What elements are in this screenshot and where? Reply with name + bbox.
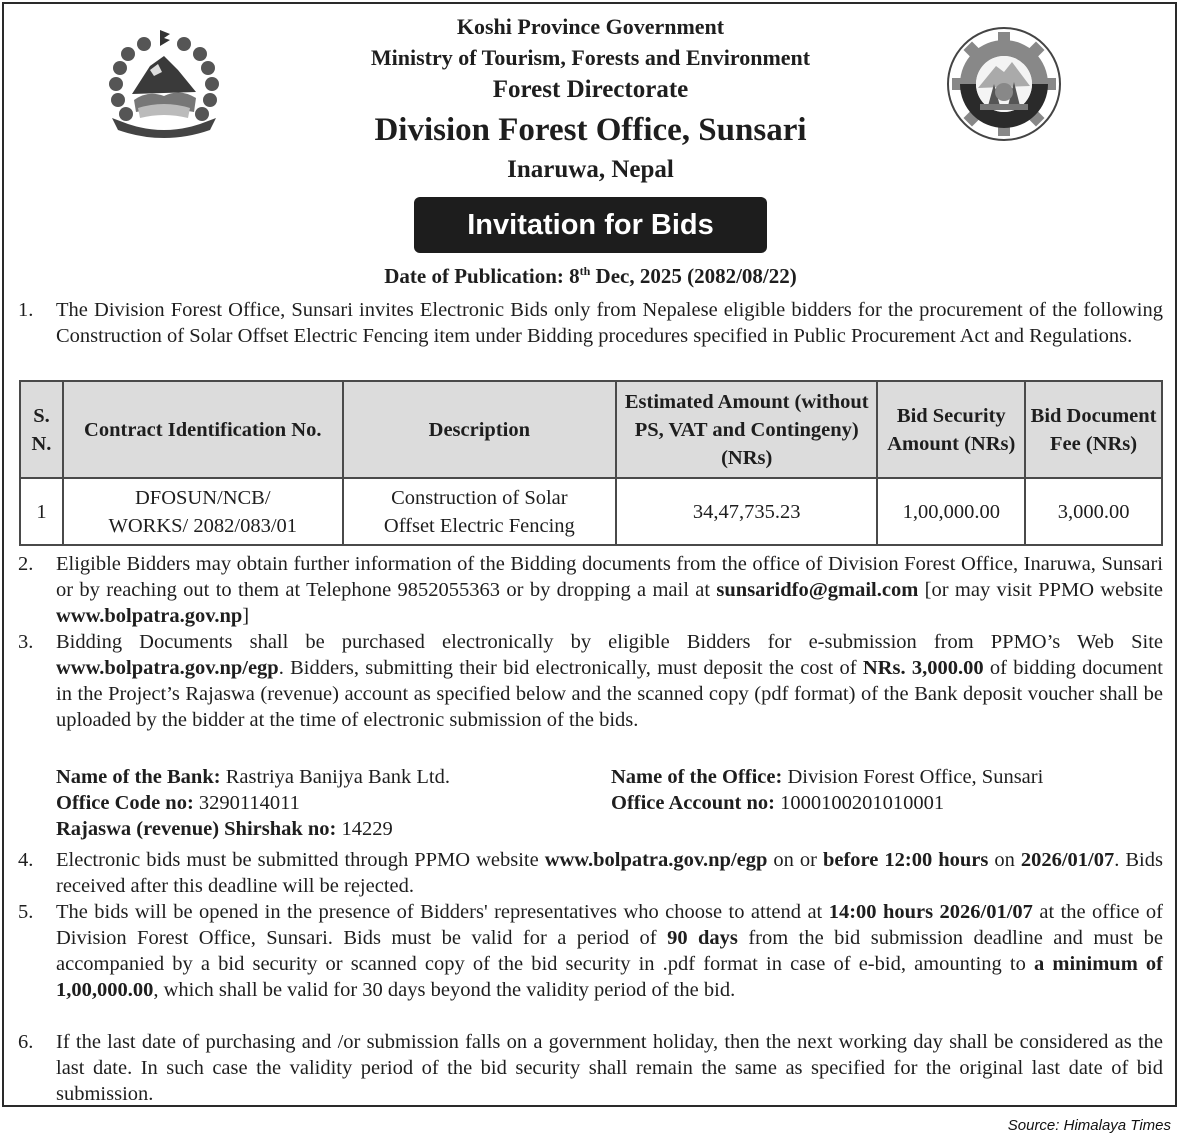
ppmo-website-link[interactable]: www.bolpatra.gov.np: [56, 605, 243, 627]
minimum-security: a minimum of 1,00,000.00: [56, 953, 1163, 1001]
clause-6: 6. If the last date of purchasing and /or submission falls on a government holiday, then the next working day shall be considered as the last date. In such case the validity period of the bid security shall remain the same as specified for the original last date of bid submission.: [18, 1031, 1163, 1105]
deadline-time: before 12:00 hours: [822, 849, 989, 871]
clause-5: 5. The bids will be opened in the presence of Bidders' representatives who choose to attend at 14:00 hours 2026/01/07 at the office of Division Forest Office, Sunsari. Bids must be valid for a period of 90 days from the bid submission deadline and must be accompanied by a bid security or scanned copy of the bid security in .pdf format in case of e-bid, amounting to a minimum of 1,00,000.00, which shall be valid for 30 days beyond the validity period of the bid.: [18, 901, 1163, 1001]
office-code-line: Office Code no: 3290114011: [56, 792, 300, 814]
col-bid-security: Bid Security Amount (NRs): [877, 381, 1025, 478]
contact-email-link[interactable]: sunsaridfo@gmail.com: [716, 579, 919, 601]
bank-name-line: Name of the Bank: Rastriya Banijya Bank Ltd.: [56, 766, 451, 788]
cell-bid-security: 1,00,000.00: [877, 478, 1025, 545]
clause-3: 3. Bidding Documents shall be purchased electronically by eligible Bidders for e-submission from PPMO’s Web Site www.bolpatra.gov.np/egp. Bidders, submitting their bid electronically, must deposit the cost of NRs. 3,000.00 of bidding document in the Project’s Rajaswa (revenue) account as specified below and the scanned copy (pdf format) of the Bank deposit voucher shall be uploaded by the bidder at the time of electronic submission of the bids.: [18, 631, 1164, 731]
bank-details-left: [56, 764, 450, 842]
government-name: Koshi Province Government: [456, 14, 725, 39]
bank-details-right: [611, 764, 1043, 816]
col-contract-id: Contract Identification No.: [63, 381, 343, 478]
publication-date: Date of Publication: 8th Dec, 2025 (2082/08/22): [384, 264, 797, 288]
office-name-line: Name of the Office: Division Forest Office, Sunsari: [611, 766, 1044, 788]
directorate-name: Forest Directorate: [492, 76, 689, 103]
egp-website-link[interactable]: www.bolpatra.gov.np/egp: [56, 657, 279, 679]
office-location: Inaruwa, Nepal: [507, 156, 674, 183]
submission-website-link[interactable]: www.bolpatra.gov.np/egp: [544, 849, 768, 871]
cell-sn: 1: [20, 478, 63, 545]
validity-period: 90 days: [667, 927, 738, 949]
ministry-name: Ministry of Tourism, Forests and Environment: [370, 45, 811, 70]
office-name: Division Forest Office, Sunsari: [374, 112, 807, 148]
clause-4: 4. Electronic bids must be submitted through PPMO website www.bolpatra.gov.np/egp on or before 12:00 hours on 2026/01/07. Bids received after this deadline will be rejected.: [18, 849, 1163, 897]
account-line: Office Account no: 1000100201010001: [611, 792, 945, 814]
source-credit: Source: Himalaya Times: [1007, 1117, 1171, 1134]
notice-title: Invitation for Bids: [467, 208, 714, 241]
col-sn: S. N.: [20, 381, 63, 478]
col-estimated-amount: Estimated Amount (without PS, VAT and Contingeny) (NRs): [616, 381, 877, 478]
cell-description: Construction of Solar Offset Electric Fencing: [343, 478, 616, 545]
clause-2: 2. Eligible Bidders may obtain further information of the Bidding documents from the office of Division Forest Office, Inaruwa, Sunsari or by reaching out to them at Telephone 9852055363 or by dropping a mail at sunsaridfo@gmail.com [or may visit PPMO website www.bolpatra.gov.np]: [18, 553, 1163, 627]
cell-document-fee: 3,000.00: [1025, 478, 1162, 545]
deadline-date: 2026/01/07: [1020, 849, 1115, 871]
bid-table: [19, 380, 1163, 546]
shirshak-line: Rajaswa (revenue) Shirshak no: 14229: [56, 818, 393, 840]
cell-contract-id: DFOSUN/NCB/ WORKS/ 2082/083/01: [63, 478, 343, 545]
notice-title-badge: [414, 197, 767, 253]
table-header-row: [20, 381, 1162, 478]
col-description: Description: [343, 381, 616, 478]
table-row: [20, 478, 1162, 545]
document-cost: NRs. 3,000.00: [862, 657, 984, 679]
col-document-fee: Bid Document Fee (NRs): [1025, 381, 1162, 478]
cell-estimated-amount: 34,47,735.23: [616, 478, 877, 545]
opening-time: 14:00 hours 2026/01/07: [828, 901, 1033, 923]
clause-1: 1. The Division Forest Office, Sunsari invites Electronic Bids only from Nepalese eligible bidders for the procurement of the following Construction of Solar Offset Electric Fencing item under Bidding procedures specified in Public Procurement Act and Regulations.: [18, 299, 1163, 347]
